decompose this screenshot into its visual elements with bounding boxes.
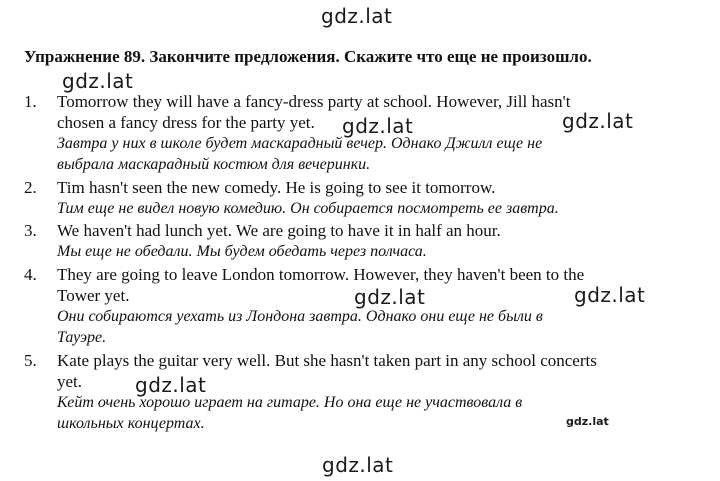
english-sentence: Tomorrow they will have a fancy-dress party at school. However, Jill hasn't chosen a fancy dress for the party yet.: [57, 92, 571, 132]
watermark: gdz.lat: [62, 69, 134, 93]
item-number: 2.: [24, 178, 37, 197]
russian-translation: Мы еще не обедали. Мы будем обедать через полчаса.: [57, 243, 427, 260]
russian-translation: Они собираются уехать из Лондона завтра. Однако они еще не были в Тауэре.: [57, 308, 543, 346]
english-sentence: They are going to leave London tomorrow. However, they haven't been to the Tower yet.: [57, 265, 585, 305]
item-number: 1.: [24, 92, 37, 111]
russian-translation: Кейт очень хорошо играет на гитаре. Но она еще не участвовала в школьных концертах.: [57, 394, 523, 432]
exercise-heading: Упражнение 89. Закончите предложения. Скажите что еще не произошло.: [24, 47, 592, 66]
watermark: gdz.lat: [342, 114, 414, 138]
english-sentence: Kate plays the guitar very well. But she hasn't taken part in any school concerts yet.: [57, 351, 597, 391]
watermark: gdz.lat: [566, 415, 609, 428]
item-number: 4.: [24, 265, 37, 284]
watermark: gdz.lat: [321, 4, 393, 28]
english-sentence: We haven't had lunch yet. We are going to have it in half an hour.: [57, 221, 501, 240]
exercise-item-5: [24, 350, 714, 434]
watermark: gdz.lat: [574, 283, 646, 307]
item-number: 5.: [24, 351, 37, 370]
watermark: gdz.lat: [562, 109, 634, 133]
watermark: gdz.lat: [354, 285, 426, 309]
watermark: gdz.lat: [135, 373, 207, 397]
exercise-item-3: [24, 220, 714, 262]
item-number: 3.: [24, 221, 37, 240]
russian-translation: Тим еще не видел новую комедию. Он собирается посмотреть ее завтра.: [57, 200, 559, 217]
english-sentence: Tim hasn't seen the new comedy. He is going to see it tomorrow.: [57, 178, 496, 197]
russian-translation: Завтра у них в школе будет маскарадный вечер. Однако Джилл еще не выбрала маскарадный костюм для вечеринки.: [57, 135, 543, 173]
exercise-item-2: [24, 177, 714, 219]
watermark: gdz.lat: [322, 453, 394, 477]
